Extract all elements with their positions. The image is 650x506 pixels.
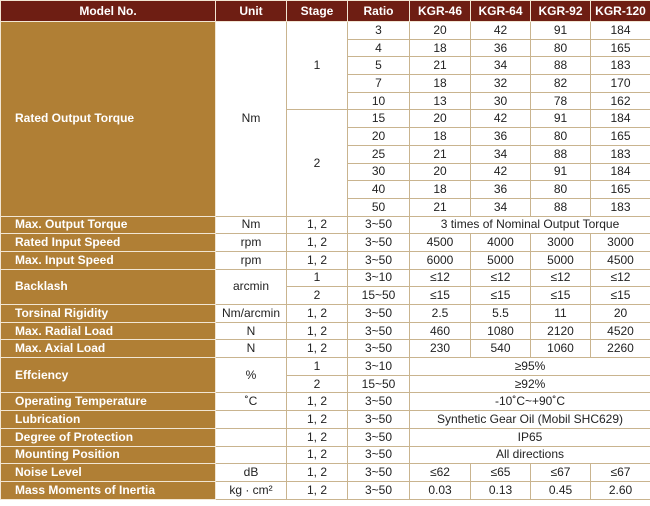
header-row <box>1 1 650 22</box>
value-cell: ≤15 <box>531 287 591 305</box>
value-cell: 36 <box>471 128 531 146</box>
value-cell: All directions <box>410 446 650 464</box>
value-cell: 1080 <box>471 322 531 340</box>
value-cell: 20 <box>410 22 471 40</box>
ratio-cell: 3~50 <box>348 446 410 464</box>
stage-cell: 1, 2 <box>287 322 348 340</box>
value-cell: 165 <box>591 181 650 199</box>
value-cell: -10˚C~+90˚C <box>410 393 650 411</box>
value-cell: 540 <box>471 340 531 358</box>
value-cell: 91 <box>531 163 591 181</box>
stage-cell: 1, 2 <box>287 446 348 464</box>
max-output-torque-label: Max. Output Torque <box>1 216 216 234</box>
unit-cell <box>216 411 287 429</box>
value-cell: ≤15 <box>471 287 531 305</box>
ratio-cell: 3~50 <box>348 305 410 323</box>
value-cell: 184 <box>591 110 650 128</box>
ratio-cell: 3~50 <box>348 428 410 446</box>
value-cell: 6000 <box>410 251 471 269</box>
value-cell: 18 <box>410 75 471 93</box>
backlash-label: Backlash <box>1 269 216 304</box>
value-cell: 165 <box>591 128 650 146</box>
ratio-cell: 7 <box>348 75 410 93</box>
stage-cell: 1 <box>287 22 348 110</box>
efficiency-label: Effciency <box>1 358 216 393</box>
value-cell: 4000 <box>471 234 531 252</box>
value-cell: 460 <box>410 322 471 340</box>
value-cell: 162 <box>591 92 650 110</box>
value-cell: 88 <box>531 198 591 216</box>
value-cell: 2.5 <box>410 305 471 323</box>
value-cell: 3000 <box>531 234 591 252</box>
value-cell: 30 <box>471 92 531 110</box>
ratio-cell: 30 <box>348 163 410 181</box>
unit-cell: rpm <box>216 251 287 269</box>
ratio-cell: 3~10 <box>348 269 410 287</box>
table-row <box>1 234 650 252</box>
table-row <box>1 446 650 464</box>
value-cell: 3000 <box>591 234 650 252</box>
stage-cell: 1, 2 <box>287 234 348 252</box>
value-cell: 34 <box>471 57 531 75</box>
value-cell: 2.60 <box>591 481 650 499</box>
value-cell: 0.45 <box>531 481 591 499</box>
value-cell: 18 <box>410 128 471 146</box>
ratio-cell: 20 <box>348 128 410 146</box>
unit-cell: Nm <box>216 216 287 234</box>
noise-level-label: Noise Level <box>1 464 216 482</box>
lubrication-label: Lubrication <box>1 411 216 429</box>
value-cell: 184 <box>591 22 650 40</box>
stage-cell: 1, 2 <box>287 305 348 323</box>
header-model-no: Model No. <box>1 1 216 22</box>
value-cell: 3 times of Nominal Output Torque <box>410 216 650 234</box>
value-cell: 1060 <box>531 340 591 358</box>
value-cell: 4520 <box>591 322 650 340</box>
value-cell: 13 <box>410 92 471 110</box>
value-cell: 20 <box>410 110 471 128</box>
unit-cell: N <box>216 322 287 340</box>
value-cell: IP65 <box>410 428 650 446</box>
value-cell: 88 <box>531 57 591 75</box>
value-cell: 34 <box>471 145 531 163</box>
value-cell: ≤12 <box>471 269 531 287</box>
value-cell: 170 <box>591 75 650 93</box>
value-cell: 20 <box>591 305 650 323</box>
value-cell: Synthetic Gear Oil (Mobil SHC629) <box>410 411 650 429</box>
header-stage: Stage <box>287 1 348 22</box>
ratio-cell: 4 <box>348 39 410 57</box>
value-cell: 5000 <box>471 251 531 269</box>
value-cell: 183 <box>591 145 650 163</box>
header-kgr-64: KGR-64 <box>471 1 531 22</box>
ratio-cell: 10 <box>348 92 410 110</box>
mass-moments-of-inertia-label: Mass Moments of Inertia <box>1 481 216 499</box>
value-cell: 2120 <box>531 322 591 340</box>
value-cell: ≤12 <box>410 269 471 287</box>
ratio-cell: 15~50 <box>348 375 410 393</box>
value-cell: 230 <box>410 340 471 358</box>
table-row <box>1 358 650 376</box>
header-kgr-120: KGR-120 <box>591 1 650 22</box>
value-cell: 18 <box>410 181 471 199</box>
value-cell: ≤12 <box>531 269 591 287</box>
ratio-cell: 3 <box>348 22 410 40</box>
value-cell: 183 <box>591 198 650 216</box>
ratio-cell: 3~10 <box>348 358 410 376</box>
value-cell: 36 <box>471 39 531 57</box>
table-row <box>1 322 650 340</box>
value-cell: 91 <box>531 22 591 40</box>
value-cell: 2260 <box>591 340 650 358</box>
value-cell: ≤12 <box>591 269 650 287</box>
stage-cell: 1, 2 <box>287 251 348 269</box>
ratio-cell: 3~50 <box>348 322 410 340</box>
value-cell: 36 <box>471 181 531 199</box>
stage-cell: 2 <box>287 287 348 305</box>
value-cell: ≥92% <box>410 375 650 393</box>
ratio-cell: 3~50 <box>348 216 410 234</box>
value-cell: 20 <box>410 163 471 181</box>
value-cell: ≤15 <box>591 287 650 305</box>
ratio-cell: 50 <box>348 198 410 216</box>
rated-input-speed-label: Rated Input Speed <box>1 234 216 252</box>
value-cell: 80 <box>531 181 591 199</box>
unit-cell: Nm/arcmin <box>216 305 287 323</box>
value-cell: 42 <box>471 22 531 40</box>
rated-output-torque-unit: Nm <box>216 22 287 217</box>
value-cell: 11 <box>531 305 591 323</box>
table-row <box>1 340 650 358</box>
stage-cell: 1, 2 <box>287 481 348 499</box>
unit-cell: N <box>216 340 287 358</box>
stage-cell: 1, 2 <box>287 411 348 429</box>
table-row <box>1 464 650 482</box>
ratio-cell: 15~50 <box>348 287 410 305</box>
ratio-cell: 3~50 <box>348 481 410 499</box>
max-axial-load-label: Max. Axial Load <box>1 340 216 358</box>
table-row <box>1 481 650 499</box>
stage-cell: 2 <box>287 110 348 216</box>
stage-cell: 1 <box>287 269 348 287</box>
ratio-cell: 3~50 <box>348 411 410 429</box>
value-cell: 18 <box>410 39 471 57</box>
table-row <box>1 393 650 411</box>
header-kgr-92: KGR-92 <box>531 1 591 22</box>
table-row <box>1 411 650 429</box>
value-cell: 80 <box>531 39 591 57</box>
table-row <box>1 269 650 287</box>
unit-cell: rpm <box>216 234 287 252</box>
value-cell: 42 <box>471 163 531 181</box>
table-row <box>1 305 650 323</box>
max-radial-load-label: Max. Radial Load <box>1 322 216 340</box>
value-cell: ≤62 <box>410 464 471 482</box>
stage-cell: 1, 2 <box>287 216 348 234</box>
table-row <box>1 428 650 446</box>
stage-cell: 1 <box>287 358 348 376</box>
table-row <box>1 216 650 234</box>
stage-cell: 1, 2 <box>287 340 348 358</box>
ratio-cell: 3~50 <box>348 251 410 269</box>
degree-of-protection-label: Degree of Protection <box>1 428 216 446</box>
unit-cell: % <box>216 358 287 393</box>
value-cell: ≥95% <box>410 358 650 376</box>
table-row <box>1 251 650 269</box>
value-cell: 21 <box>410 57 471 75</box>
value-cell: ≤15 <box>410 287 471 305</box>
mounting-position-label: Mounting Position <box>1 446 216 464</box>
header-kgr-46: KGR-46 <box>410 1 471 22</box>
value-cell: 4500 <box>591 251 650 269</box>
ratio-cell: 3~50 <box>348 340 410 358</box>
value-cell: 78 <box>531 92 591 110</box>
ratio-cell: 40 <box>348 181 410 199</box>
stage-cell: 2 <box>287 375 348 393</box>
value-cell: 5.5 <box>471 305 531 323</box>
value-cell: 88 <box>531 145 591 163</box>
value-cell: 91 <box>531 110 591 128</box>
value-cell: 5000 <box>531 251 591 269</box>
value-cell: 165 <box>591 39 650 57</box>
value-cell: 184 <box>591 163 650 181</box>
value-cell: 80 <box>531 128 591 146</box>
value-cell: 0.13 <box>471 481 531 499</box>
ratio-cell: 3~50 <box>348 234 410 252</box>
ratio-cell: 3~50 <box>348 464 410 482</box>
value-cell: ≤65 <box>471 464 531 482</box>
unit-cell: arcmin <box>216 269 287 304</box>
ratio-cell: 25 <box>348 145 410 163</box>
ratio-cell: 5 <box>348 57 410 75</box>
value-cell: ≤67 <box>531 464 591 482</box>
ratio-cell: 3~50 <box>348 393 410 411</box>
value-cell: 82 <box>531 75 591 93</box>
value-cell: 0.03 <box>410 481 471 499</box>
ratio-cell: 15 <box>348 110 410 128</box>
operating-temperature-label: Operating Temperature <box>1 393 216 411</box>
value-cell: ≤67 <box>591 464 650 482</box>
stage-cell: 1, 2 <box>287 464 348 482</box>
table-row <box>1 22 650 40</box>
stage-cell: 1, 2 <box>287 428 348 446</box>
header-ratio: Ratio <box>348 1 410 22</box>
value-cell: 21 <box>410 198 471 216</box>
unit-cell: ˚C <box>216 393 287 411</box>
unit-cell: kg · cm² <box>216 481 287 499</box>
unit-cell <box>216 428 287 446</box>
stage-cell: 1, 2 <box>287 393 348 411</box>
unit-cell: dB <box>216 464 287 482</box>
header-unit: Unit <box>216 1 287 22</box>
rated-output-torque-label: Rated Output Torque <box>1 22 216 217</box>
max-input-speed-label: Max. Input Speed <box>1 251 216 269</box>
value-cell: 32 <box>471 75 531 93</box>
value-cell: 4500 <box>410 234 471 252</box>
torsional-rigidity-label: Torsinal Rigidity <box>1 305 216 323</box>
value-cell: 34 <box>471 198 531 216</box>
value-cell: 42 <box>471 110 531 128</box>
unit-cell <box>216 446 287 464</box>
value-cell: 21 <box>410 145 471 163</box>
value-cell: 183 <box>591 57 650 75</box>
